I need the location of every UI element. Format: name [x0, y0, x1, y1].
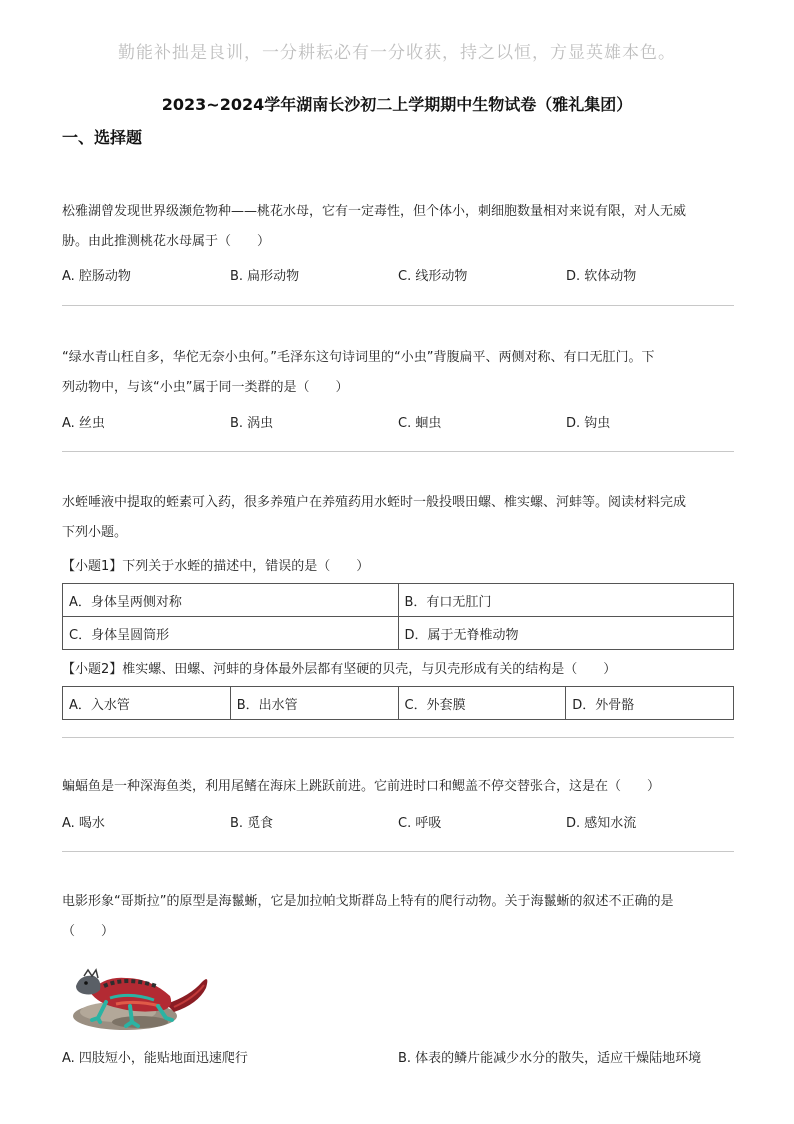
q2-option-b[interactable]: B. 涡虫 [230, 416, 274, 431]
marine-iguana-image [70, 952, 212, 1032]
q3-sub1-options-table [62, 583, 734, 650]
q3-sub2-option-b[interactable]: B．出水管 [230, 687, 398, 720]
q4-option-d[interactable]: D. 感知水流 [566, 816, 637, 831]
question-3-sub2: 【小题2】椎实螺、田螺、河蚌的身体最外层都有坚硬的贝壳，与贝壳形成有关的结构是（ ） [62, 662, 617, 677]
divider [62, 451, 734, 452]
q1-option-c[interactable]: C. 线形动物 [398, 269, 468, 284]
q3-sub1-option-b[interactable]: B．有口无肛门 [398, 584, 734, 617]
question-4-stem: 蝙蝠鱼是一种深海鱼类，利用尾鳍在海床上跳跃前进。它前进时口和鳃盖不停交替张合，这是在（ ） [62, 779, 661, 794]
q3-sub2-option-d[interactable]: D．外骨骼 [566, 687, 734, 720]
q3-sub1-option-d[interactable]: D．属于无脊椎动物 [398, 617, 734, 650]
q3-sub1-option-a[interactable]: A．身体呈两侧对称 [63, 584, 399, 617]
page-title: 2023~2024学年湖南长沙初二上学期期中生物试卷（雅礼集团） [161, 95, 633, 114]
q2-option-a[interactable]: A. 丝虫 [62, 416, 105, 431]
question-1-stem: 松雅湖曾发现世界级濒危物种——桃花水母，它有一定毒性，但个体小，刺细胞数量相对来说有限，对人无威 胁。由此推测桃花水母属于（ ） [62, 204, 687, 249]
q5-option-a[interactable]: A. 四肢短小，能贴地面迅速爬行 [62, 1051, 248, 1066]
section-heading: 一、选择题 [62, 128, 143, 147]
q3-sub2-options-table [62, 686, 734, 720]
q4-option-c[interactable]: C. 呼吸 [398, 816, 442, 831]
question-3-sub1: 【小题1】下列关于水蛭的描述中，错误的是（ ） [62, 559, 370, 574]
q5-option-b[interactable]: B. 体表的鳞片能减少水分的散失，适应干燥陆地环境 [398, 1051, 702, 1066]
q1-option-a[interactable]: A. 腔肠动物 [62, 269, 131, 284]
q4-option-b[interactable]: B. 觅食 [230, 816, 274, 831]
divider [62, 851, 734, 852]
question-5-stem: 电影形象“哥斯拉”的原型是海鬣蜥，它是加拉帕戈斯群岛上特有的爬行动物。关于海鬣蜥的叙述不正确的是 （ ） [62, 894, 674, 939]
divider [62, 305, 734, 306]
q1-option-b[interactable]: B. 扁形动物 [230, 269, 300, 284]
q3-sub1-option-c[interactable]: C．身体呈圆筒形 [63, 617, 399, 650]
q3-sub2-option-a[interactable]: A．入水管 [63, 687, 231, 720]
q2-option-d[interactable]: D. 钩虫 [566, 416, 611, 431]
q2-option-c[interactable]: C. 蛔虫 [398, 416, 442, 431]
header-motto: 勤能补拙是良训，一分耕耘必有一分收获，持之以恒，方显英雄本色。 [118, 43, 676, 63]
divider [62, 737, 734, 738]
question-2-stem: “绿水青山枉自多，华佗无奈小虫何。”毛泽东这句诗词里的“小虫”背腹扁平、两侧对称、有口无肛门。下 列动物中，与该“小虫”属于同一类群的是（ ） [62, 350, 655, 395]
q1-option-d[interactable]: D. 软体动物 [566, 269, 637, 284]
q4-option-a[interactable]: A. 喝水 [62, 816, 105, 831]
question-3-stem: 水蛭唾液中提取的蛭素可入药，很多养殖户在养殖药用水蛭时一般投喂田螺、椎实螺、河蚌等。阅读材料完成 下列小题。 [62, 495, 687, 540]
q3-sub2-option-c[interactable]: C．外套膜 [398, 687, 566, 720]
